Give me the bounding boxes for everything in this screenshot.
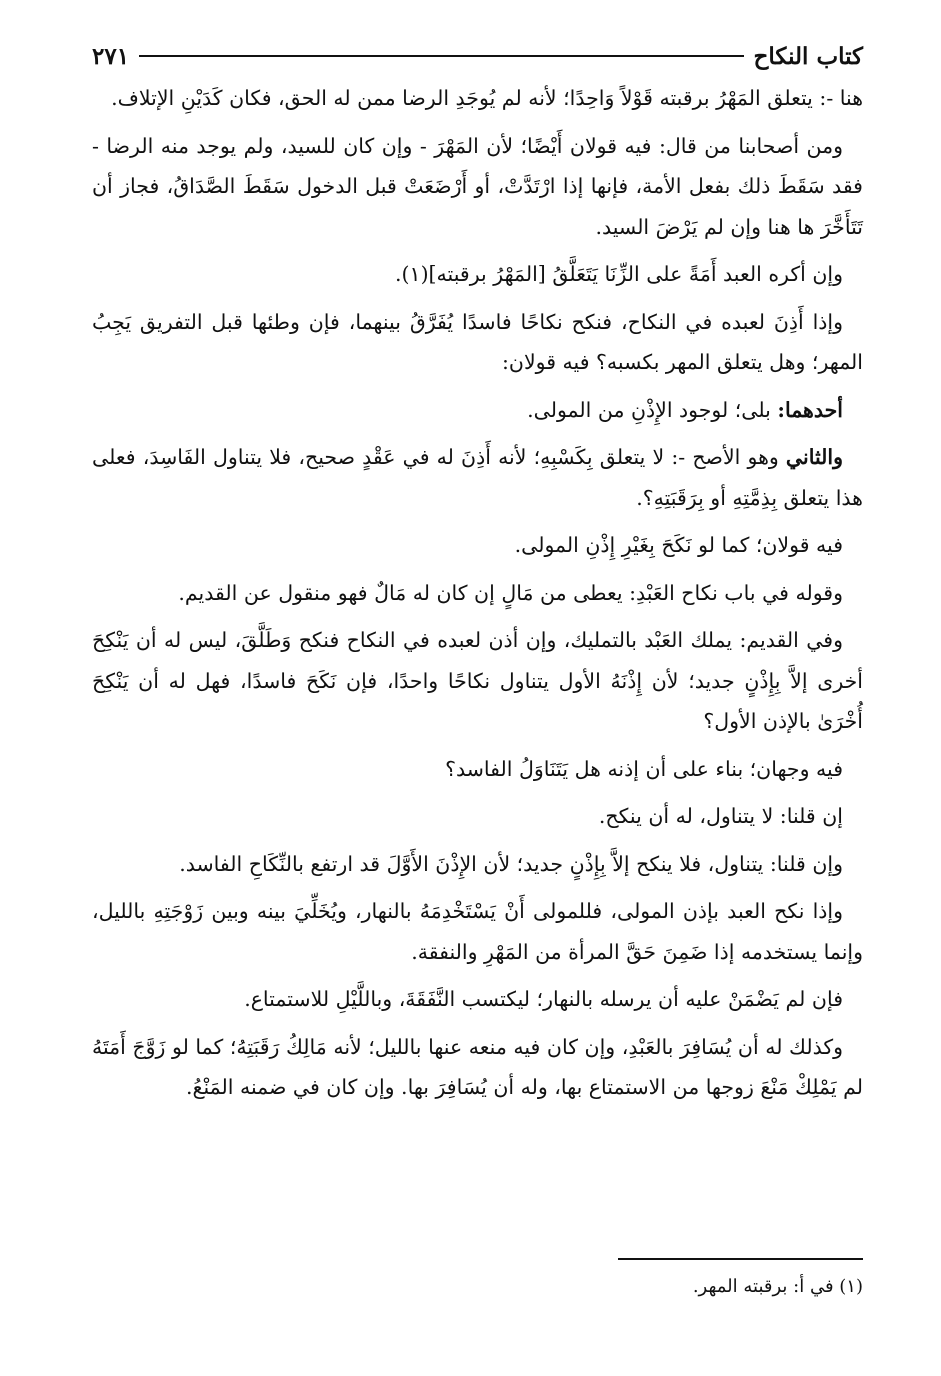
paragraph — [92, 254, 863, 295]
paragraph-text: فيه قولان؛ كما لو نَكَحَ بِغَيْرِ إِذْنِ المولى. — [514, 533, 843, 557]
paragraph-text: فإن لم يَضْمَنْ عليه أن يرسله بالنهار؛ ليكتسب النَّفَقَةَ، وباللَّيْلِ للاستمتاع. — [244, 987, 843, 1011]
running-header — [92, 36, 863, 76]
paragraph — [92, 891, 863, 972]
footnote-separator — [618, 1258, 863, 1260]
paragraph — [92, 437, 863, 518]
paragraph-text: وإذا أَذِنَ لعبده في النكاح، فنكح نكاحًا فاسدًا يُفَرَّقُ بينهما، فإن وطئها قبل التفريق يَجِبُ المهر؛ وهل يتعلق المهر بكسبه؟ فيه قولان: — [92, 309, 863, 374]
main-text — [92, 78, 863, 1115]
page-number: ٢٧١ — [92, 42, 130, 70]
paragraph-text: وكذلك له أن يُسَافِرَ بالعَبْدِ، وإن كان فيه منعه عنها بالليل؛ لأنه مَالِكُ رَقَبَتِهُ؛ كما لو زَوَّجَ أَمَتَهُ لم يَمْلِكْ مَنْعَ زوجها من الاستمتاع بها، وله أن يُسَافِرَ بها. وإن كان في ضمنه المَنْعُ. — [92, 1034, 863, 1099]
paragraph — [92, 979, 863, 1020]
paragraph-text: وإن أكره العبد أَمَةً على الزِّنَا يَتَعَلَّقُ [المَهْرُ برقبته](١). — [395, 262, 843, 286]
paragraph — [92, 302, 863, 383]
paragraph — [92, 796, 863, 837]
paragraph — [92, 573, 863, 614]
paragraph-text: ومن أصحابنا من قال: فيه قولان أَيْضًا؛ لأن المَهْرَ - وإن كان للسيد، ولم يوجد منه الرضا - فقد سَقَطَ ذلك بفعل الأمة، فإنها إذا ارْتَدَّتْ، أو أَرْضَعَتْ قبل الدخول سَقَطَ الصَّدَاقُ، فجاز أن تَتَأَخَّرَ ها هنا وإن لم يَرْضَ السيد. — [92, 133, 863, 239]
paragraph — [92, 126, 863, 248]
paragraph — [92, 78, 863, 119]
header-rule — [139, 55, 743, 57]
paragraph-text: وإذا نكح العبد بإذن المولى، فللمولى أَنْ يَسْتَخْدِمَهُ بالنهار، ويُخَلِّيَ بينه وبين زَوْجَتِهِ بالليل، وإنما يستخدمه إذا ضَمِنَ حَقَّ المرأة من المَهْرِ والنفقة. — [92, 899, 863, 964]
paragraph — [92, 390, 863, 431]
paragraph-text: فيه وجهان؛ بناء على أن إذنه هل يَتَنَاوَلُ الفاسد؟ — [445, 756, 843, 781]
paragraph-text: وهو الأصح -: لا يتعلق بِكَسْبِهِ؛ لأنه أَذِنَ له في عَقْدٍ صحيح، فلا يتناول الفَاسِدَ، فعلى هذا يتعلق بِذِمَّتِهِ أو بِرَقَبَتِهِ؟. — [92, 445, 863, 510]
paragraph — [92, 620, 863, 742]
paragraph-text: إن قلنا: لا يتناول، له أن ينكح. — [598, 804, 843, 828]
paragraph-text: وفي القديم: يملك العَبْد بالتمليك، وإن أذن لعبده في النكاح فنكح وَطَلَّقَ، ليس له أن يَنْكِحَ أخرى إلاَّ بِإِذْنٍ جديد؛ لأن إِذْنَهُ الأول يتناول نكاحًا واحدًا، فإن نَكَحَ فاسدًا، فهل له أن يَنْكِحَ أُخْرَىٰ بالإذن الأول؟ — [92, 628, 863, 733]
chapter-title: كتاب النكاح — [753, 42, 863, 70]
paragraph-lead: والثاني — [785, 445, 843, 469]
paragraph — [92, 525, 863, 566]
paragraph-text: وإن قلنا: يتناول، فلا ينكح إلاَّ بِإِذْنٍ جديد؛ لأن الإِذْنَ الأَوَّلَ قد ارتفع بالنِّكَاحِ الفاسد. — [179, 851, 843, 876]
footnote: (١) في أ: برقبته المهر. — [692, 1276, 863, 1297]
paragraph — [92, 1027, 863, 1108]
paragraph — [92, 844, 863, 885]
paragraph-text: هنا -: يتعلق المَهْرُ برقبته قَوْلاً وَاحِدًا؛ لأنه لم يُوجَدِ الرضا ممن له الحق، فكان كَدَيْنِ الإتلاف. — [111, 86, 863, 110]
paragraph — [92, 749, 863, 790]
paragraph-text: وقوله في باب نكاح العَبْدِ: يعطى من مَالٍ إن كان له مَالٌ فهو منقول عن القديم. — [178, 580, 843, 605]
paragraph-text: بلى؛ لوجود الإِذْنِ من المولى. — [527, 397, 778, 422]
paragraph-lead: أحدهما: — [777, 397, 843, 422]
